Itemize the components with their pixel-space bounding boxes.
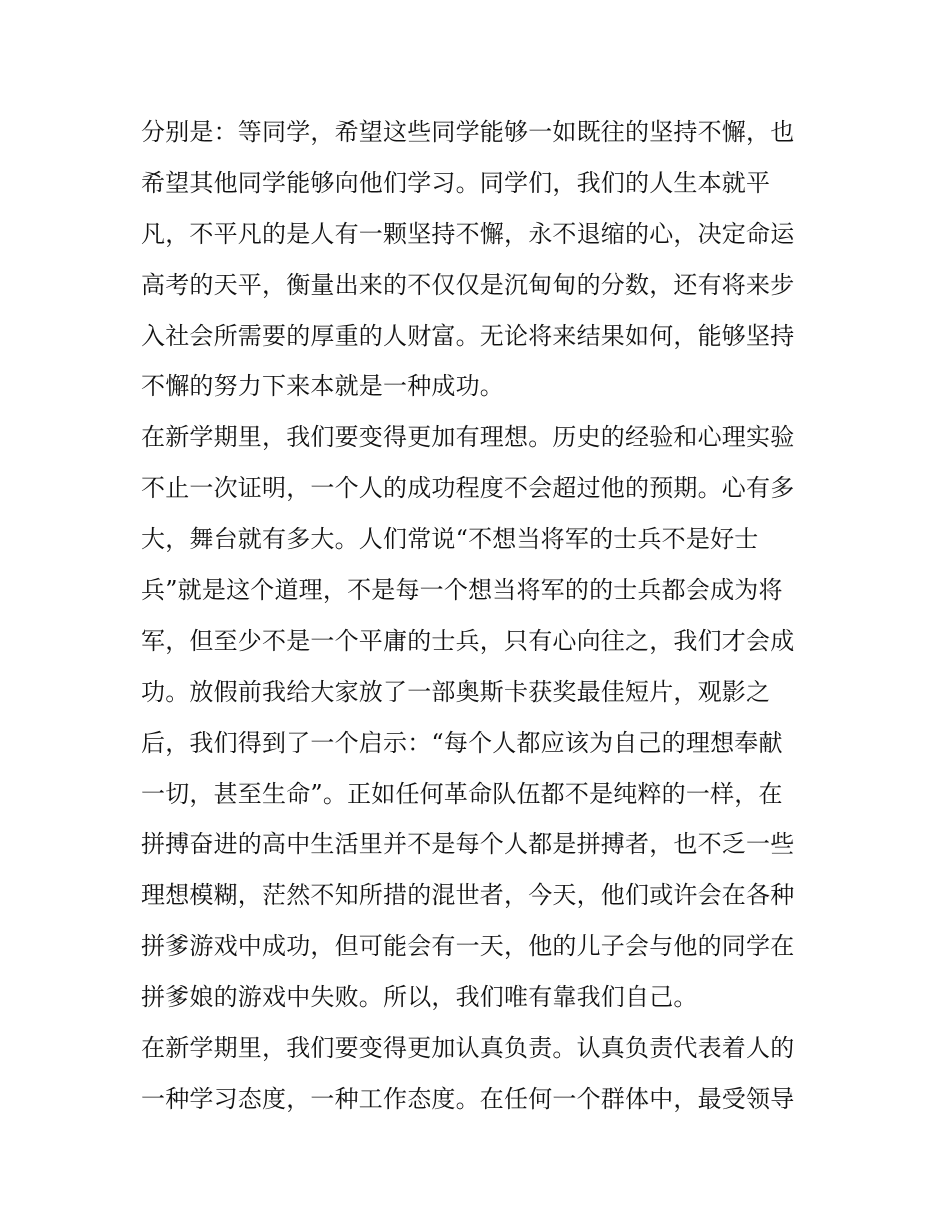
text-line: 入社会所需要的厚重的人财富。无论将来结果如何，能够坚持 (141, 321, 795, 350)
text-line: 功。放假前我给大家放了一部奥斯卡获奖最佳短片，观影之 (141, 677, 771, 706)
body-text (141, 107, 821, 1125)
text-line: 兵”就是这个道理，不是每一个想当将军的的士兵都会成为将 (141, 576, 783, 605)
text-line: 军，但至少不是一个平庸的士兵，只有心向往之，我们才会成 (141, 626, 795, 655)
text-line: 一种学习态度，一种工作态度。在任何一个群体中，最受领导 (141, 1084, 795, 1113)
text-line: 拼爹游戏中成功，但可能会有一天，他的儿子会与他的同学在 (141, 932, 795, 961)
text-line: 大，舞台就有多大。人们常说“不想当将军的士兵不是好士 (141, 525, 759, 554)
text-line: 分别是：等同学，希望这些同学能够一如既往的坚持不懈，也 (141, 118, 795, 146)
text-line: 高考的天平，衡量出来的不仅仅是沉甸甸的分数，还有将来步 (141, 270, 795, 299)
text-line: 一切，甚至生命”。正如任何革命队伍都不是纯粹的一样，在 (141, 779, 783, 808)
text-line: 理想模糊，茫然不知所措的混世者，今天，他们或许会在各种 (141, 881, 795, 910)
text-line: 凡，不平凡的是人有一颗坚持不懈，永不退缩的心，决定命运 (141, 219, 795, 248)
text-line: 拼搏奋进的高中生活里并不是每个人都是拼搏者，也不乏一些 (141, 830, 795, 859)
text-line: 希望其他同学能够向他们学习。同学们，我们的人生本就平 (141, 168, 771, 197)
text-line: 不懈的努力下来本就是一种成功。 (141, 372, 504, 401)
text-line: 后，我们得到了一个启示：“每个人都应该为自己的理想奉献 (141, 728, 783, 757)
text-line: 在新学期里，我们要变得更加有理想。历史的经验和心理实验 (141, 423, 795, 452)
text-line: 不止一次证明，一个人的成功程度不会超过他的预期。心有多 (141, 474, 795, 503)
text-line: 在新学期里，我们要变得更加认真负责。认真负责代表着人的 (141, 1034, 795, 1063)
text-line: 拼爹娘的游戏中失败。所以，我们唯有靠我们自己。 (141, 983, 698, 1012)
